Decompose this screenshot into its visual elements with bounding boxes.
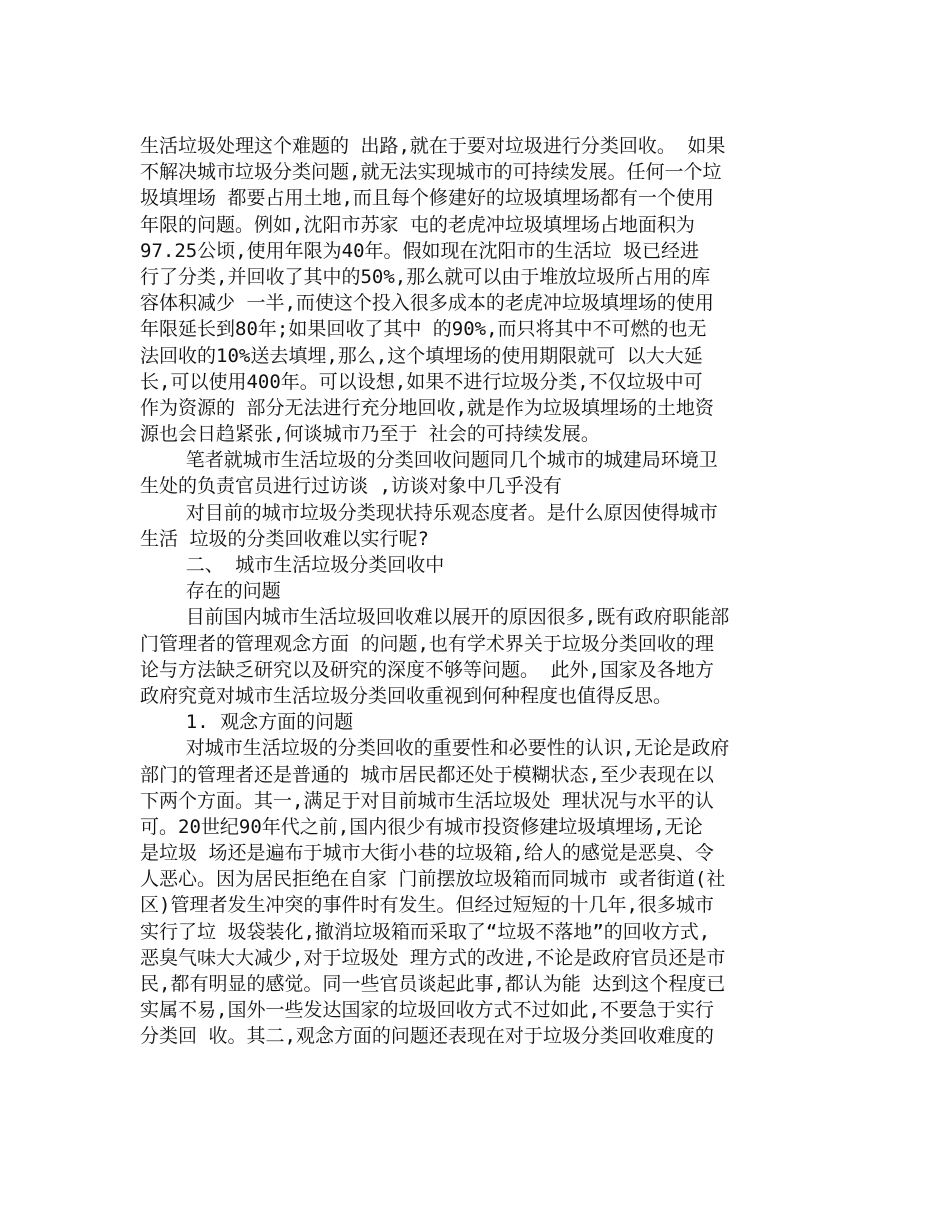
text-line: 实行了垃 圾袋装化,撤消垃圾箱而采取了“垃圾不落地”的回收方式, [140,920,711,943]
text-line: 生活垃圾处理这个难题的 出路,就在于要对垃圾进行分类回收。 如果 [140,135,726,157]
text-line: 法回收的10%送去填埋,那么,这个填埋场的使用期限就可 以大大延 [140,344,703,367]
text-line: 分类回 收。其二,观念方面的问题还表现在对于垃圾分类回收难度的 [140,1025,714,1048]
text-line: 民,都有明显的感觉。同一些官员谈起此事,都认为能 达到这个程度已 [140,973,726,995]
document-body [140,133,820,1050]
text-line: 作为资源的 部分无法进行充分地回收,就是作为垃圾填埋场的土地资 [140,396,714,419]
subsection-heading: 1. 观念方面的问题 [140,711,354,734]
paragraph-first-line: 笔者就城市生活垃圾的分类回收问题同几个城市的城建局环境卫 [140,449,718,472]
paragraph-first-line: 对城市生活垃圾的分类回收的重要性和必要性的认识,无论是政府 [140,737,730,760]
text-line: 年限的问题。例如,沈阳市苏家 屯的老虎冲垃圾填埋场占地面积为 [140,213,695,236]
text-line: 部门的管理者还是普通的 城市居民都还处于模糊状态,至少表现在以 [140,763,714,786]
text-line: 区)管理者发生冲突的事件时有发生。但经过短短的十几年,很多城市 [140,894,714,917]
text-line: 源也会日趋紧张,何谈城市乃至于 社会的可持续发展。 [140,423,600,446]
paragraph-first-line: 目前国内城市生活垃圾回收难以展开的原因很多,既有政府职能部 [140,606,730,629]
text-line: 政府究竟对城市生活垃圾分类回收重视到何种程度也值得反思。 [140,684,673,707]
text-line: 实属不易,国外一些发达国家的垃圾回收方式不过如此,不要急于实行 [140,999,714,1022]
text-line: 行了分类,并回收了其中的50%,那么就可以由于堆放垃圾所占用的库 [140,265,711,288]
section-heading-continued: 存在的问题 [140,580,281,603]
text-line: 不解决城市垃圾分类问题,就无法实现城市的可持续发展。任何一个垃 [140,161,722,184]
text-line: 长,可以使用400年。可以设想,如果不进行垃圾分类,不仅垃圾中可 [140,370,703,393]
text-line: 生处的负责官员进行过访谈 ,访谈对象中几乎没有 [140,475,562,498]
text-line: 97.25公顷,使用年限为40年。假如现在沈阳市的生活垃 圾已经进 [140,239,699,262]
text-line: 可。20世纪90年代之前,国内很少有城市投资修建垃圾填埋场,无论 [140,815,703,838]
text-line: 论与方法缺乏研究以及研究的深度不够等问题。 此外,国家及各地方 [140,658,714,681]
text-line: 恶臭气味大大减少,对于垃圾处 理方式的改进,不论是政府官员还是市 [140,946,726,969]
text-line: 容体积减少 一半,而使这个投入很多成本的老虎冲垃圾填埋场的使用 [140,292,714,315]
section-heading: 二、 城市生活垃圾分类回收中 [140,554,445,576]
text-line: 年限延长到80年;如果回收了其中 的90%,而只将其中不可燃的也无 [140,318,707,341]
text-line: 是垃圾 场还是遍布于城市大街小巷的垃圾箱,给人的感觉是恶臭、令 [140,842,714,865]
text-line: 门管理者的管理观念方面 的问题,也有学术界关于垃圾分类回收的理 [140,632,714,655]
text-line: 人恶心。因为居民拒绝在自家 门前摆放垃圾箱而同城市 或者街道(社 [140,868,726,891]
text-line: 圾填埋场 都要占用土地,而且每个修建好的垃圾填埋场都有一个使用 [140,187,714,210]
paragraph-first-line: 对目前的城市垃圾分类现状持乐观态度者。是什么原因使得城市 [140,501,718,524]
text-line: 下两个方面。其一,满足于对目前城市生活垃圾处 理状况与水平的认 [140,789,714,812]
text-line: 生活 垃圾的分类回收难以实行呢? [140,527,429,550]
